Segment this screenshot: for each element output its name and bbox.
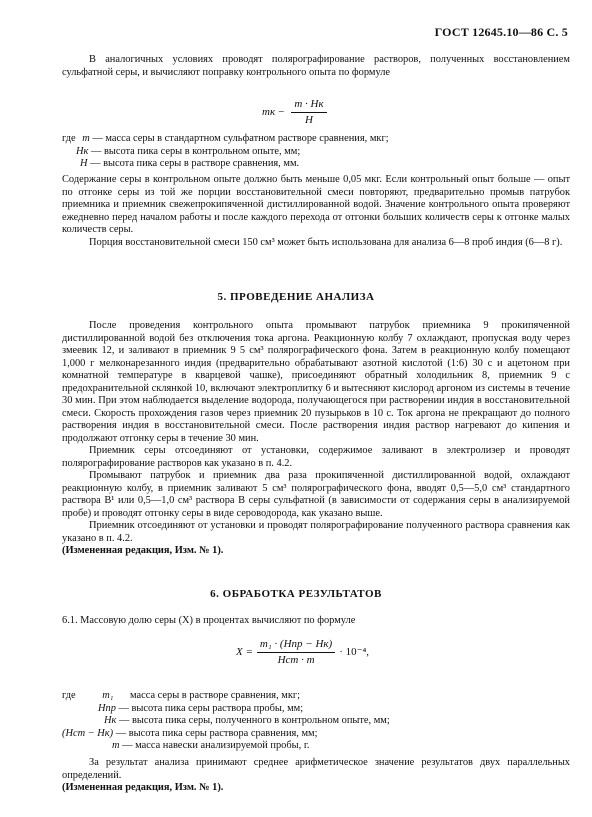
mixture-portion-paragraph: Порция восстановительной смеси 150 см³ может быть использована для анализа 6—8 проб индия (6—8 г). — [89, 236, 563, 248]
formula-legend-1 — [62, 133, 389, 171]
legend-symbol: H — [80, 158, 88, 170]
legend-text: — высота пика серы раствора сравнения, мм; — [113, 727, 318, 739]
legend-row — [62, 158, 389, 171]
section-6-heading: 6. ОБРАБОТКА РЕЗУЛЬТАТОВ — [210, 588, 382, 600]
legend-row — [62, 728, 390, 741]
legend-symbol: Hк — [76, 145, 89, 157]
legend-text: — высота пика серы раствора пробы, мм; — [115, 702, 304, 714]
legend-symbol: (Hст − Hк) — [62, 727, 114, 739]
legend-text: — масса навески анализируемой пробы, г. — [119, 740, 310, 752]
section-6-amendment-note: (Измененная редакция, Изм. № 1). — [62, 782, 224, 793]
legend-symbol: Hк — [104, 715, 117, 727]
section-6-paragraph-1: 6.1. Массовую долю серы (X) в процентах вычисляют по формуле — [62, 615, 356, 626]
legend-symbol: m — [112, 740, 120, 752]
legend-text: — высота пика серы, полученного в контрольном опыте, мм; — [116, 715, 390, 727]
formula-control-correction: mк − $\frac{m \cdot Hк}{H}$ — [262, 98, 327, 126]
legend-row — [62, 146, 389, 159]
section-6-paragraph-2: За результат анализа принимают среднее арифметическое значение результатов двух параллельных определений. — [62, 757, 570, 781]
formula-legend-2 — [62, 690, 390, 753]
legend-intro: где — [62, 690, 76, 701]
formula-numerator: m · Hк — [291, 98, 326, 113]
legend-row — [62, 703, 390, 716]
legend-row — [62, 715, 390, 728]
formula-tail: · 10⁻⁴, — [339, 645, 370, 658]
formula-numerator: m₁ · (Hпр − Hк) — [257, 638, 335, 653]
legend-text: — высота пика серы в контрольном опыте, мм; — [88, 145, 301, 157]
section-5-heading: 5. ПРОВЕДЕНИЕ АНАЛИЗА — [217, 291, 375, 303]
legend-symbol: Hпр — [98, 702, 116, 714]
legend-text: масса серы в растворе сравнения, мкг; — [127, 690, 301, 701]
legend-intro: где — [62, 133, 76, 144]
legend-text: — масса серы в стандартном сульфатном растворе сравнения, мкг; — [89, 133, 389, 144]
section-5-paragraph-1: После проведения контрольного опыта промывают патрубок приемника 9 прокипяченной дистиллированной водой без отключения тока аргона. Реакционную колбу 7 охлаждают, пропуская воду через змеевик 12, и заливают в приемник 9 5 см³ полярографического фона. Затем в реакционную колбу помещают 1,000 г мелконарезанного индия (предварительно обрабатывают азотной кислотой (1:6) 30 с и ацетоном при комнатной температуре в кварцевой чашке), присоединяют обратный холодильник 8, приемник 9 с предохранительной склянкой 10, включают электроплитку 6 и вытесняют кислород аргоном из системы в течение 30 мин. При этом наблюдается выделение водорода, получающегося при растворении индия в восстановительной смеси. Скорость прохождения газов через приемник 20 пузырьков в 10 с. Ток аргона не прекращают до полного растворения индия в восстановительной смеси. После растворения индия раствор нагревают до кипения и продолжают отгонку серы в течение 30 мин. — [62, 320, 570, 444]
page-header: ГОСТ 12645.10—86 С. 5 — [434, 25, 568, 39]
legend-row — [62, 133, 389, 146]
intro-paragraph-block — [62, 54, 570, 79]
intro-paragraph: В аналогичных условиях проводят полярографирование растворов, полученных восстановлением сульфатной серы, и вычисляют поправку контрольного опыта по формуле — [62, 54, 570, 78]
legend-symbol: m₁ — [102, 690, 114, 701]
section-6-intro — [62, 615, 570, 628]
legend-text: — высота пика серы в растворе сравнения, мм. — [87, 158, 300, 170]
section-5-body — [62, 320, 570, 558]
section-5-paragraph-2: Приемник серы отсоединяют от установки, содержимое заливают в электролизер и проводят полярографирование растворов как указано в п. 4.2. — [62, 445, 570, 469]
formula-lhs: X = — [236, 645, 253, 658]
section-5-paragraph-4: Приемник отсоединяют от установки и проводят полярографирование полученного раствора сравнения как указано в п. 4.2. — [62, 520, 570, 544]
formula-fraction — [291, 98, 326, 126]
section-5-amendment-note: (Измененная редакция, Изм. № 1). — [62, 545, 224, 556]
legend-row — [62, 740, 390, 753]
formula-lhs: mк — [262, 105, 276, 118]
legend-row — [62, 690, 390, 703]
formula-denominator: H — [304, 113, 313, 126]
intro-paragraph-block-2 — [62, 174, 570, 249]
section-5-paragraph-3: Промывают патрубок и приемник два раза прокипяченной дистиллированной водой, охлаждают реакционную колбу, в приемник заливают 5 см³ полярографического фона, вводят 0,5—5,0 см³ стандартного раствора B¹ или 0,5—1,0 см³ раствора B серы сульфатной (в зависимости от содержания серы в анализируемой пробе) и проводят отгонку серы в виде сероводорода, как указано выше. — [62, 470, 570, 519]
formula-sulfur-fraction — [236, 638, 369, 666]
formula-denominator: Hст · m — [277, 653, 315, 666]
legend-symbol: m — [82, 133, 90, 144]
control-test-paragraph: Содержание серы в контрольном опыте должно быть меньше 0,05 мкг. Если контрольный опыт больше — опыт по отгонке серы из той же порции восстановительной смеси повторяют, предварительно промыв патрубок приемника и приемник свежепрокипяченной дистиллированной водой. Значение контрольного опыта проверяют ежедневно перед началом работы и после каждого перехода от отгонки больших количеств серы к отгонке малых количеств серы. — [62, 174, 570, 235]
formula-fraction — [257, 638, 335, 666]
section-6-conclusion — [62, 757, 570, 795]
